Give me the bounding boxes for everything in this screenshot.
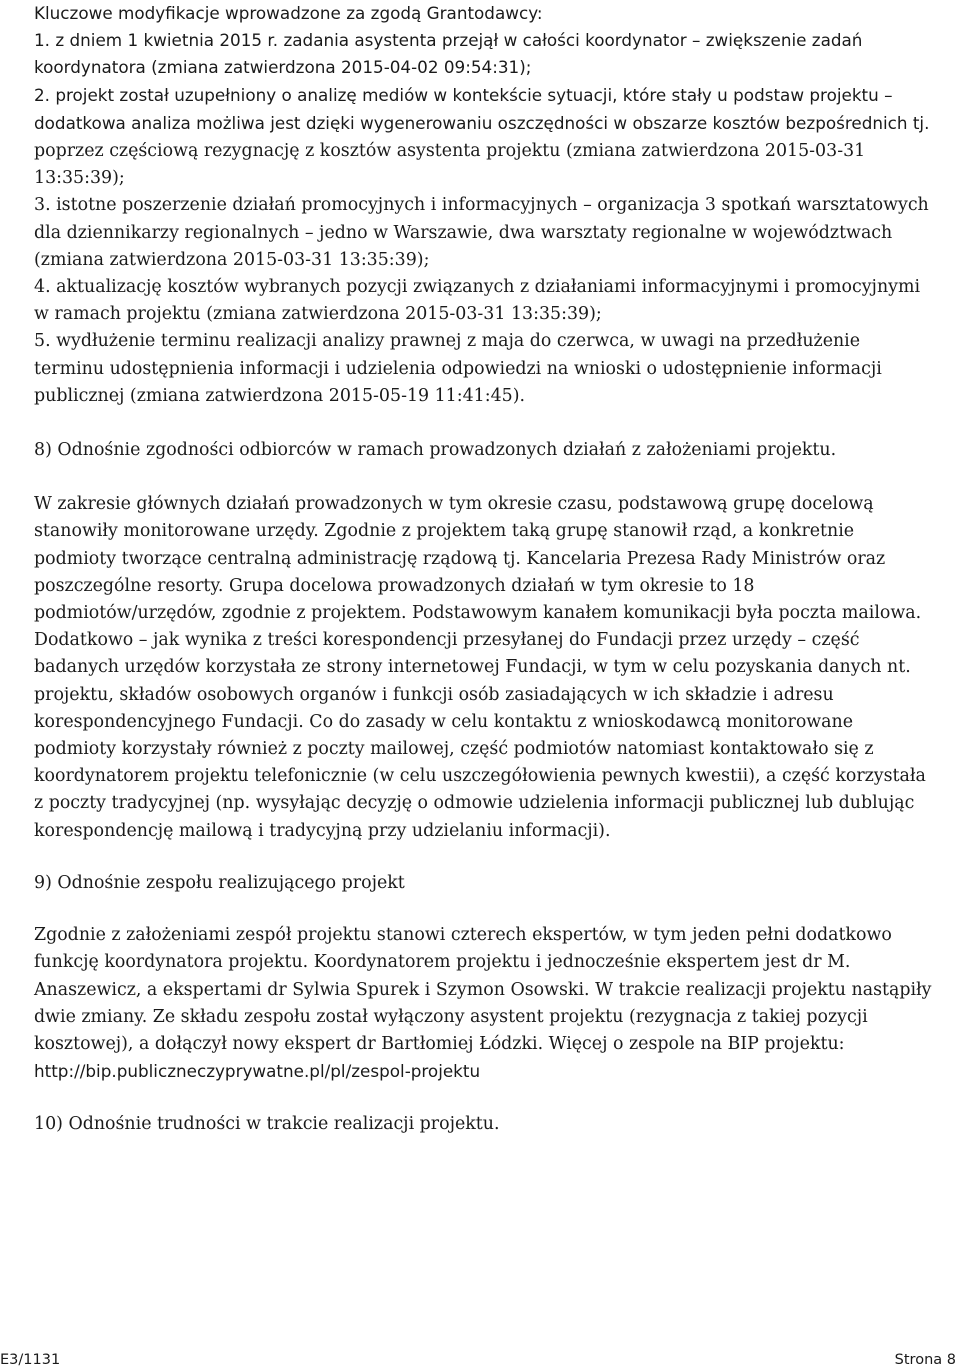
section-10-heading: 10) Odnośnie trudności w trakcie realizacji projektu. — [34, 1114, 500, 1135]
modification-item-5: 5. wydłużenie terminu realizacji analizy prawnej z maja do czerwca, w uwagi na przedłużenie terminu udostępnienia informacji i udzielenia odpowiedzi na wnioski o udostępnienie informacji publicznej (zmiana zatwierdzona 2015-05-19 11:41:45). — [34, 331, 882, 406]
modification-item-1: 1. z dniem 1 kwietnia 2015 r. zadania asystenta przejął w całości koordynator – zwiększenie zadań koordynatora (zmiana zatwierdzona 2015-04-02 09:54:31); — [34, 30, 863, 78]
document-code: E3/1131 — [0, 1352, 61, 1368]
section-8-heading: 8) Odnośnie zgodności odbiorców w ramach prowadzonych działań z założeniami projektu. — [34, 440, 837, 461]
modification-item-2 — [34, 82, 934, 193]
section-9-body — [34, 922, 934, 1086]
section-8-body: W zakresie głównych działań prowadzonych w tym okresie czasu, podstawową grupę docelową stanowiły monitorowane urzędy. Zgodnie z projektem taką grupę stanowił rząd, a konkretnie podmioty tworzące centralną administrację rządową tj. Kancelaria Prezesa Rady Ministrów oraz poszczególne resorty. Grupa docelowa prowadzonych działań w tym okresie to 18 podmiotów/urzędów, zgodnie z projektem. Podstawowym kanałem komunikacji była poczta mailowa. Dodatkowo – jak wynika z treści korespondencji przesyłanej do Fundacji przez urzędy – część badanych urzędów korzystała ze strony internetowej Fundacji, w tym w celu pozyskania danych nt. projektu, składów osobowych organów i funkcji osób zasiadających w ich składzie i adresu korespondencyjnego Fundacji. Co do zasady w celu kontaktu z wnioskodawcą monitorowane podmioty korzystały również z poczty mailowej, część podmiotów natomiast kontaktowało się z koordynatorem projektu telefonicznie (w celu uszczegółowienia pewnych kwestii), a część korzystała z poczty tradycyjnej (np. wysyłając decyzję o odmowie udzielenia informacji publicznej lub dublując korespondencję mailową i tradycyjną przy udzielaniu informacji). — [34, 494, 926, 841]
modification-item-2-start: 2. projekt został uzupełniony o analizę mediów w kontekście sytuacji, które stały u podstaw projektu – dodatkowa analiza możliwa jest dzięki wygenerowaniu oszczędności w obszarze kosztów bezpośrednich tj. — [34, 84, 930, 133]
page-number: Strona 8 — [894, 1352, 956, 1368]
modification-item-3: 3. istotne poszerzenie działań promocyjnych i informacyjnych – organizacja 3 spotkań warsztatowych dla dziennikarzy regionalnych – jedno w Warszawie, dwa warsztaty regionalne w województwach (zmiana zatwierdzona 2015-03-31 13:35:39); — [34, 195, 929, 270]
modifications-heading: Kluczowe modyfikacje wprowadzone za zgodą Grantodawcy: — [34, 3, 543, 23]
bip-link[interactable]: http://bip.publiczneczyprywatne.pl/pl/zespol-projektu — [34, 1061, 481, 1082]
section-9-heading: 9) Odnośnie zespołu realizującego projekt — [34, 872, 405, 893]
modification-item-4: 4. aktualizację kosztów wybranych pozycji związanych z działaniami informacyjnymi i promocyjnymi w ramach projektu (zmiana zatwierdzona 2015-03-31 13:35:39); — [34, 277, 921, 325]
document-page — [34, 0, 934, 1139]
modification-item-2-end: poprzez częściową rezygnację z kosztów asystenta projektu (zmiana zatwierdzona 2015-03-31 13:35:39); — [34, 141, 866, 189]
section-9-text: Zgodnie z założeniami zespół projektu stanowi czterech ekspertów, w tym jeden pełni dodatkowo funkcję koordynatora projektu. Koordynatorem projektu i jednocześnie ekspertem jest dr M. Anaszewicz, a ekspertami dr Sylwia Spurek i Szymon Osowski. W trakcie realizacji projektu nastąpiły dwie zmiany. Ze składu zespołu został wyłączony asystent projektu (rezygnacja z takiej pozycji kosztowej), a dołączył nowy ekspert dr Bartłomiej Łódzki. Więcej o zespole na BIP projektu: — [34, 925, 932, 1054]
